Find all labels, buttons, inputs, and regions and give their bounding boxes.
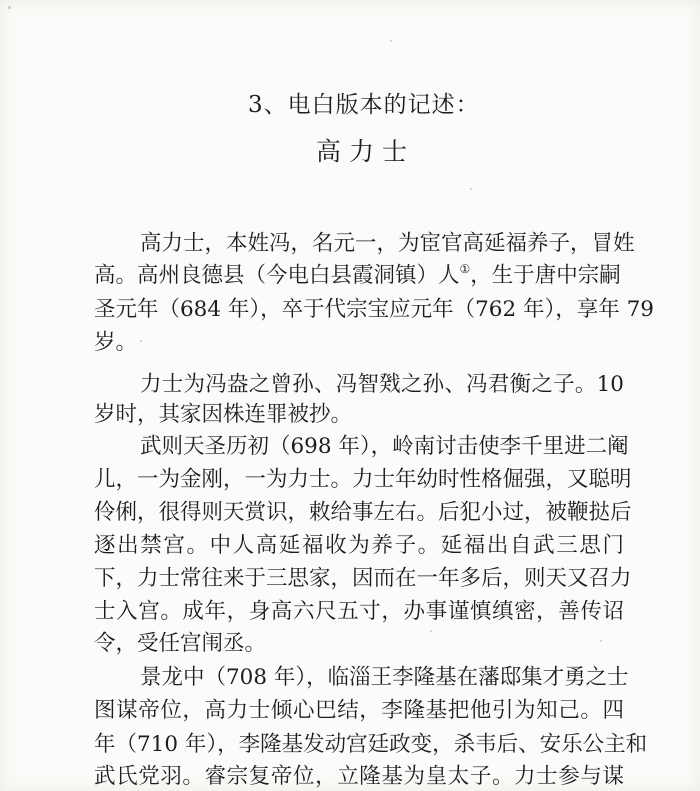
paragraph-2-line-1: 力士为冯盎之曾孙、冯智戣之孙、冯君衡之子。10 [140,372,624,397]
footnote-marker: ① [459,262,471,276]
paragraph-4-line-4: 武氏党羽。睿宗复帝位，立隆基为皇太子。力士参与谋 [94,764,624,789]
paragraph-1-line-4: 岁。 [94,330,138,355]
paragraph-4-line-2: 图谋帝位，高力士倾心巴结，李隆基把他引为知己。四 [94,698,624,723]
paragraph-1-line-2-text-a: 高。高州良德县（今电白县霞洞镇）人 [94,263,460,288]
paragraph-3-line-5: 下，力士常往来于三思家，因而在一年多后，则天又召力 [94,566,632,591]
paragraph-3-line-2: 儿，一为金刚，一为力士。力士年幼时性格倔强，又聪明 [94,467,632,492]
scan-speck [140,340,142,342]
paragraph-3-line-7: 令，受任宫闱丞。 [94,631,267,656]
paragraph-1-line-1: 高力士，本姓冯，名元一，为宦官高延福养子，冒姓 [140,231,635,256]
paragraph-1-line-2-text-b: ，生于唐中宗嗣 [470,263,621,288]
scan-speck [600,640,602,642]
paragraph-3-line-6: 士入宫。成年，身高六尺五寸，办事谨慎缜密，善传诏 [94,599,624,624]
scan-speck [390,40,392,42]
paragraph-3-line-4: 逐出禁宫。中人高延福收为养子。延福出自武三思门 [94,533,624,558]
scan-speck [470,188,472,190]
paragraph-1-line-2 [94,258,624,289]
page-title: 高力士 [316,137,416,166]
paragraph-1-line-3: 圣元年（684 年），卒于代宗宝应元年（762 年），享年 79 [94,297,654,322]
paragraph-3-line-3: 伶俐，很得则天赏识，敕给事左右。后犯小过，被鞭挞后 [94,500,632,525]
paragraph-3-line-1: 武则天圣历初（698 年），岭南讨击使李千里进二阉 [140,434,629,459]
section-heading: 3、电白版本的记述： [248,92,480,118]
scan-speck [8,6,11,9]
paragraph-2-line-2: 岁时，其家因株连罪被抄。 [94,402,353,427]
scan-speck [430,630,432,632]
paragraph-4-line-1: 景龙中（708 年），临淄王李隆基在藩邸集才勇之士 [140,665,629,690]
paragraph-4-line-3: 年（710 年），李隆基发动宫廷政变，杀韦后、安乐公主和 [94,732,648,757]
